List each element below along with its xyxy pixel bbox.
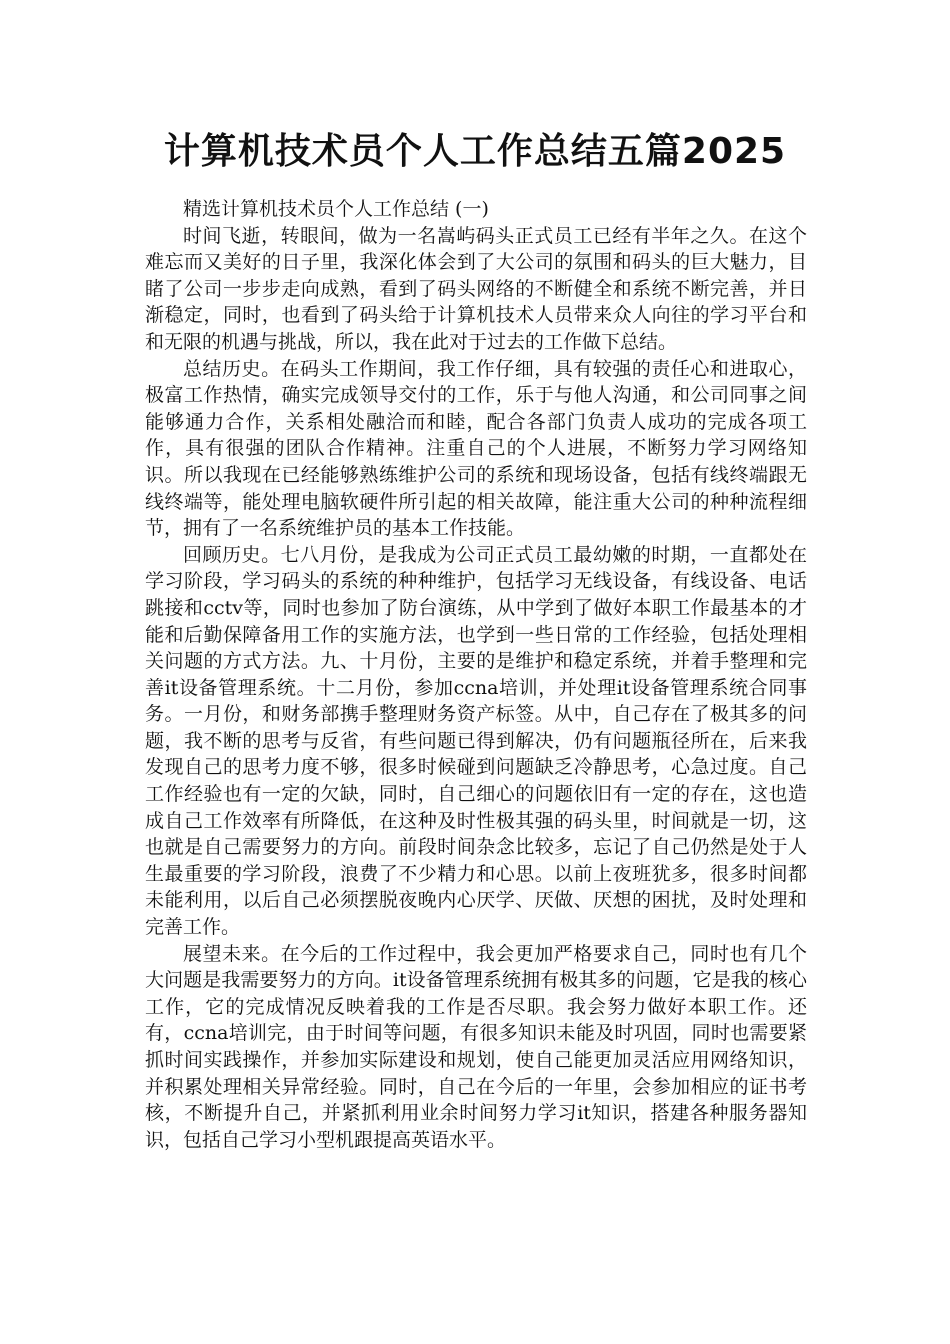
- paragraph-intro: 时间飞逝，转眼间，做为一名嵩屿码头正式员工已经有半年之久。在这个难忘而又美好的日子里，我深化体会到了大公司的氛围和码头的巨大魅力，目睹了公司一步步走向成熟，看到了码头网络的不断健全和系统不断完善，并日渐稳定，同时，也看到了码头给于计算机技术人员带来众人向往的学习平台和和无限的机遇与挑战，所以，我在此对于过去的工作做下总结。: [145, 224, 807, 353]
- paragraph-review: 回顾历史。七八月份，是我成为公司正式员工最幼嫩的时期，一直都处在学习阶段，学习码头的系统的种种维护，包括学习无线设备，有线设备、电话跳接和cctv等，同时也参加了防台演练，从中学到了做好本职工作最基本的才能和后勤保障备用工作的实施方法，也学到一些日常的工作经验，包括处理相关问题的方式方法。九、十月份，主要的是维护和稳定系统，并着手整理和完善it设备管理系统。十二月份，参加ccna培训，并处理it设备管理系统合同事务。一月份，和财务部携手整理财务资产标签。从中，自己存在了极其多的问题，我不断的思考与反省，有些问题已得到解决，仍有问题瓶径所在，后来我发现自己的思考力度不够，很多时候碰到问题缺乏冷静思考，心急过度。自己工作经验也有一定的欠缺，同时，自己细心的问题依旧有一定的存在，这也造成自己工作效率有所降低，在这种及时性极其强的码头里，时间就是一切，这也就是自己需要努力的方向。前段时间杂念比较多，忘记了自己仍然是处于人生最重要的学习阶段，浪费了不少精力和心思。以前上夜班犹多，很多时间都未能利用，以后自己必须摆脱夜晚内心厌学、厌做、厌想的困扰，及时处理和完善工作。: [145, 543, 807, 939]
- document-title: 计算机技术员个人工作总结五篇2025: [163, 131, 787, 172]
- paragraph-outlook: 展望未来。在今后的工作过程中，我会更加严格要求自己，同时也有几个大问题是我需要努力的方向。it设备管理系统拥有极其多的问题，它是我的核心工作，它的完成情况反映着我的工作是否尽职。我会努力做好本职工作。还有，ccna培训完，由于时间等问题，有很多知识未能及时巩固，同时也需要紧抓时间实践操作，并参加实际建设和规划，使自己能更加灵活应用网络知识，并积累处理相关异常经验。同时，自己在今后的一年里，会参加相应的证书考核，不断提升自己，并紧抓利用业余时间努力学习it知识，搭建各种服务器知识，包括自己学习小型机跟提高英语水平。: [145, 942, 807, 1151]
- paragraph-summary: 总结历史。在码头工作期间，我工作仔细，具有较强的责任心和进取心，极富工作热情，确实完成领导交付的工作，乐于与他人沟通，和公司同事之间能够通力合作，关系相处融洽而和睦，配合各部门负责人成功的完成各项工作，具有很强的团队合作精神。注重自己的个人进展，不断努力学习网络知识。所以我现在已经能够熟练维护公司的系统和现场设备，包括有线终端跟无线终端等，能处理电脑软硬件所引起的相关故障，能注重大公司的种种流程细节，拥有了一名系统维护员的基本工作技能。: [145, 357, 807, 540]
- document-body: [145, 196, 807, 1153]
- section-heading: 精选计算机技术员个人工作总结 (一): [183, 198, 489, 220]
